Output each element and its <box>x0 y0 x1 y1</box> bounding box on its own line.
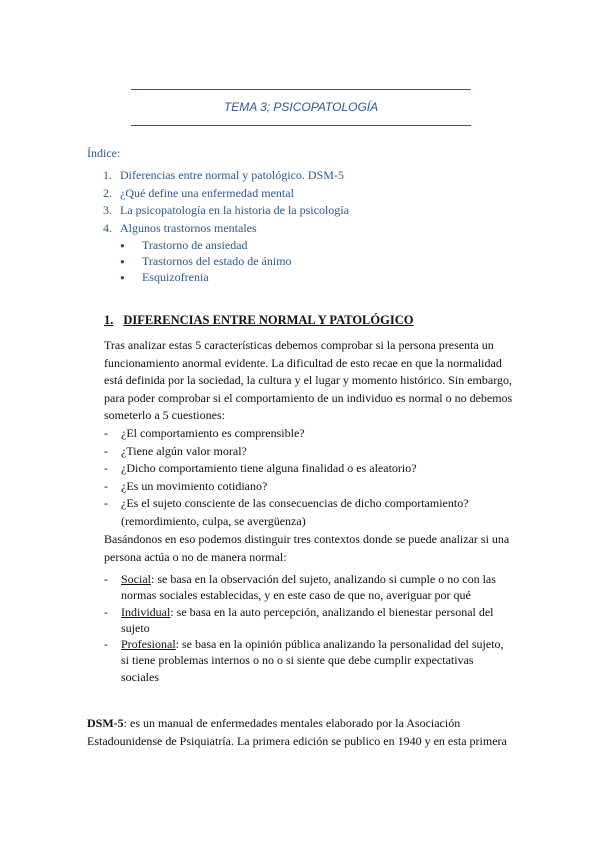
question-item <box>104 460 514 478</box>
question-item <box>104 495 514 530</box>
question-text: ¿El comportamiento es comprensible? <box>121 426 305 440</box>
dash-marker: - <box>104 461 108 475</box>
dash-marker: - <box>104 637 108 652</box>
index-subitem <box>120 269 349 285</box>
dsm-paragraph <box>87 714 517 750</box>
index-subitem-text: Esquizofrenia <box>142 270 209 284</box>
index-sublist-container <box>103 237 349 285</box>
context-description: : se basa en la opinión pública analizando la personalidad del sujeto, si tiene problemas internos o no o si siente que debe cumplir expectativas sociales <box>121 637 504 684</box>
index-item <box>103 185 349 203</box>
section-heading <box>104 313 413 328</box>
index-item-text: La psicopatología en la historia de la psicología <box>120 203 349 217</box>
context-description: : se basa en la observación del sujeto, analizando si cumple o no con las normas sociales establecidas, y en este caso de que no, averiguar por qué <box>121 572 496 603</box>
index-item-number: 1. <box>103 168 112 182</box>
title-bottom-rule <box>131 125 471 126</box>
dash-marker: - <box>104 443 108 458</box>
index-label: Índice: <box>87 146 121 160</box>
index-item <box>103 202 349 220</box>
question-text: ¿Tiene algún valor moral? <box>121 443 247 458</box>
dash-marker: - <box>104 478 108 493</box>
dash-marker: - <box>104 426 108 440</box>
context-item <box>104 604 514 637</box>
index-item <box>103 167 349 185</box>
index-item-text: Diferencias entre normal y patológico. DSM-5 <box>120 168 344 182</box>
index-item-number: 2. <box>103 185 112 200</box>
index-subitem <box>120 253 349 269</box>
index-list <box>103 167 349 285</box>
index-item-text: ¿Qué define una enfermedad mental <box>120 185 294 200</box>
dsm-text: : es un manual de enfermedades mentales elaborado por la Asociación Estadounidense de Psiquiatría. La primera edición se publico en 1940 y en esta primera <box>87 716 507 748</box>
bullet-icon: ● <box>120 241 125 250</box>
question-item <box>104 478 514 496</box>
index-subitem-text: Trastorno de ansiedad <box>142 238 248 252</box>
context-term: Social <box>121 572 151 586</box>
page-title: TEMA 3; PSICOPATOLOGÍA <box>223 100 379 114</box>
bullet-icon: ● <box>120 273 125 282</box>
question-item <box>104 443 514 461</box>
question-item <box>104 425 514 443</box>
dash-marker: - <box>104 496 108 510</box>
bullet-icon: ● <box>120 257 125 266</box>
section-heading-text: DIFERENCIAS ENTRE NORMAL Y PATOLÓGICO <box>123 313 414 327</box>
index-subitem <box>120 237 349 253</box>
index-item-number: 4. <box>103 220 112 235</box>
question-text: ¿Es el sujeto consciente de las consecuencias de dicho comportamiento? (remordimiento, culpa, se avergüenza) <box>121 496 469 528</box>
context-item <box>104 636 514 685</box>
dsm-term: DSM-5 <box>87 716 124 730</box>
contexts-intro-paragraph: Basándonos en eso podemos distinguir tres contextos donde se puede analizar si una persona actúa o no de manera normal: <box>104 532 510 564</box>
index-subitem-text: Trastornos del estado de ánimo <box>142 254 292 268</box>
index-item-text: Algunos trastornos mentales <box>120 220 257 235</box>
question-text: ¿Dicho comportamiento tiene alguna finalidad o es aleatorio? <box>121 461 417 475</box>
context-term: Profesional <box>121 637 176 652</box>
contexts-list <box>104 571 514 685</box>
dash-marker: - <box>104 604 108 619</box>
context-description: : se basa en la auto percepción, analizando el bienestar personal del sujeto <box>121 604 494 635</box>
index-sublist <box>103 237 349 285</box>
intro-paragraph: Tras analizar estas 5 características debemos comprobar si la persona presenta un funcionamiento anormal evidente. La dificultad de esto recae en que la normalidad está definida por la sociedad, la cultura y el lugar y momento histórico. Sin embargo, para poder comprobar si el comportamiento de un individuo es normal o no debemos someterlo a 5 cuestiones: <box>104 338 513 422</box>
index-item-number: 3. <box>103 203 112 217</box>
title-block <box>131 89 471 126</box>
section-number: 1. <box>104 313 114 327</box>
index-item <box>103 220 349 238</box>
context-term: Individual <box>121 604 171 619</box>
dash-marker: - <box>104 572 108 586</box>
context-item <box>104 571 514 604</box>
questions-list <box>104 425 514 530</box>
question-text: ¿Es un movimiento cotidiano? <box>121 478 268 493</box>
